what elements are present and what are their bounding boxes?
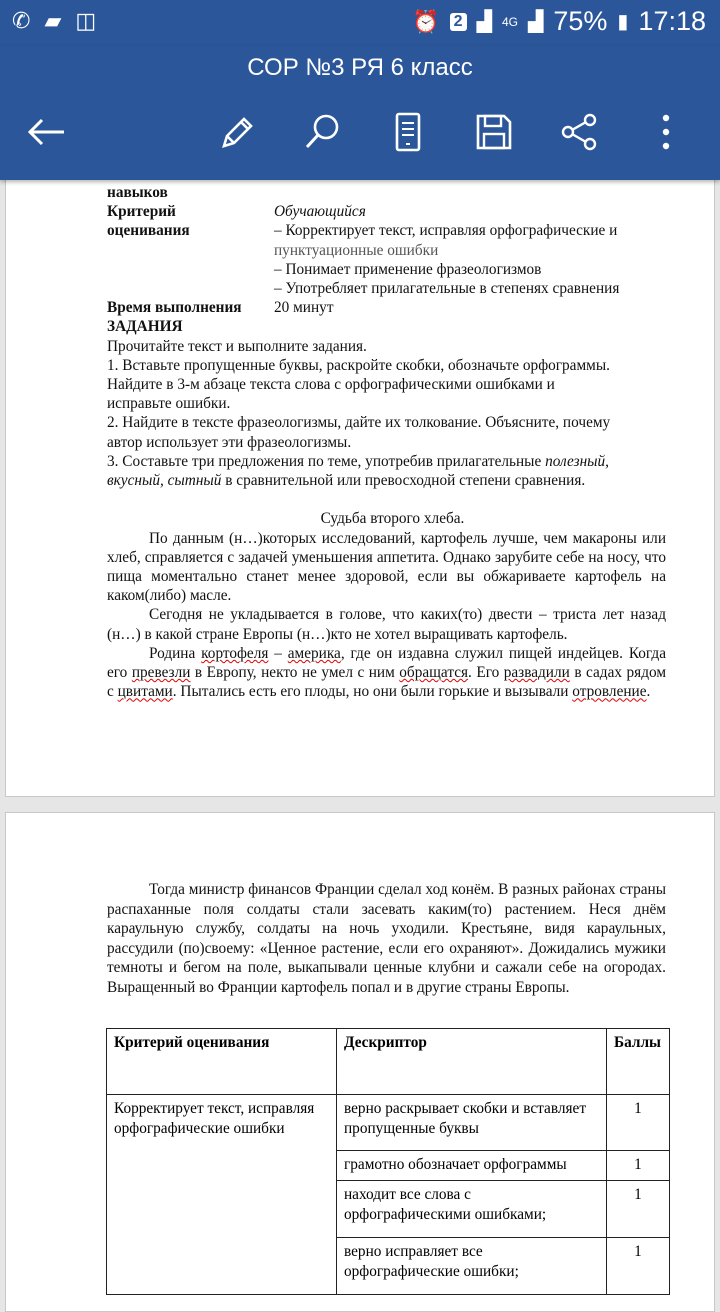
document-page-2 [5,812,715,1312]
paragraph-text: Родина [149,644,202,662]
document-page-1 [5,120,715,797]
paragraph-text: . Пытались есть его плоды, но они были горькие и вызывали [172,683,573,701]
alarm-icon: ⏰ [412,8,440,34]
points-cell: 1 [607,1151,670,1181]
app-bar [0,46,720,180]
pencil-icon [216,112,256,152]
share-button[interactable] [555,108,603,156]
tasks-intro: Прочитайте текст и выполните задания. [107,337,367,355]
table-row [107,1095,670,1151]
task-3 [107,452,632,490]
mobile-view-button[interactable] [384,108,432,156]
descriptor-cell: грамотно обозначает орфограммы [337,1151,607,1181]
paragraph-text: в садах рядом с [107,664,667,701]
battery-percent: 75% [553,6,608,36]
sim-badge: 2 [450,13,467,31]
message-icon: ▰ [44,8,62,33]
header-criterion: Критерий оценивания [107,1029,337,1095]
header-descriptor: Дескриптор [337,1029,607,1095]
points-cell: 1 [607,1181,670,1238]
points-cell: 1 [607,1238,670,1295]
misspelled-word: цвитами [117,683,173,701]
misspelled-word: развадили [503,664,570,682]
wifi-hotspot-icon: ◫ [75,8,97,33]
back-button[interactable] [22,108,70,156]
paragraph-text: . [646,683,651,701]
misspelled-word: америка [287,644,341,662]
assessment-table [106,1028,670,1295]
task-3-text-end: в сравнительной или превосходной степени сравнения. [221,472,586,490]
search-icon [302,112,342,152]
paragraph-text: в Европу, некто не умел с ним [190,664,400,682]
task-3-adjectives: полезный, вкусный, сытный [107,452,610,490]
header-points: Баллы [607,1029,670,1095]
criteria-label: Критерий [107,203,176,221]
story-title: Судьба второго хлеба. [320,510,465,528]
criteria-item: – Употребляет прилагательные в степенях сравнения [274,280,620,297]
descriptor-cell: верно исправляет все орфографические ошибки; [337,1238,607,1295]
criteria-item: пунктуационные ошибки [274,241,439,259]
tasks-heading: ЗАДАНИЯ [107,318,183,336]
misspelled-word: отровление [572,683,647,701]
points-cell: 1 [607,1095,670,1151]
share-icon [559,112,599,152]
more-vert-icon [661,114,671,150]
time-value: 20 минут [274,299,334,317]
criteria-label-2: оценивания [107,222,190,240]
signal-icon-2: ▟ [527,11,544,33]
paragraph-text: – [268,644,288,662]
misspelled-word: превезли [131,664,191,682]
criterion-cell: Корректирует текст, исправляя орфографические ошибки [107,1095,337,1295]
task-1: 1. Вставьте пропущенные буквы, раскройте скобки, обозначьте орфограммы. Найдите в 3-м абзаце текста слова с орфографическими ошибками и исправьте ошибки. [107,356,610,413]
story-paragraph-1: По данным (н…)которых исследований, картофель лучше, чем макароны или хлеб, справляется с задачей уменьшения аппетита. Однако зарубите себе на носу, что пища моментально станет менее здоровой, если вы обжариваете картофель на каком(либо) масле. [107,529,666,605]
task-3-text: 3. Составьте три предложения по теме, употребив прилагательные [107,452,542,470]
status-bar [0,0,720,46]
more-options-button[interactable] [642,108,690,156]
descriptor-cell: находит все слова с орфографическими ошибками; [337,1181,607,1238]
document-title: СОР №3 РЯ 6 класс [247,54,473,81]
arrow-left-icon [26,117,66,147]
edit-button[interactable] [212,108,260,156]
criteria-head: Обучающийся [274,203,366,221]
network-type: 4G [501,14,518,29]
descriptor-cell: верно раскрывает скобки и вставляет пропущенные буквы [337,1095,607,1151]
search-button[interactable] [298,108,346,156]
paragraph-text: , где он издавна служил пищей индейцев. Когда его [107,644,667,682]
page-1-content [107,183,666,701]
mobile-view-icon [393,112,423,152]
story-paragraph-2: Сегодня не укладывается в голове, что каких(то) двести – триста лет назад (н…) в какой стране Европы (н…)кто не хотел выращивать картофель. [107,606,666,643]
signal-icon: ▟ [476,11,492,33]
story-paragraph-3 [107,644,666,702]
misspelled-word: обращатся [399,664,469,682]
time-label: Время выполнения [107,299,242,317]
save-icon [474,112,514,152]
task-2: 2. Найдите в тексте фразеологизмы, дайте их толкование. Объясните, почему автор использует эти фразеологизмы. [107,414,611,451]
table-header-row [107,1029,670,1095]
cut-line: навыков [107,184,168,201]
criteria-item: – Корректирует текст, исправляя орфографические и [274,222,618,240]
battery-icon: ▮ [617,11,629,33]
misspelled-word: кортофеля [201,644,269,662]
story-paragraph-4: Тогда министр финансов Франции сделал ход конём. В разных районах страны распаханные поля солдаты стали засевать каким(то) растением. Неся днём караульную службу, солдаты на ночь уходили. Крестьяне, видя караульных, рассудили (по)своему: «Ценное растение, если его охраняют». Дожидались мужики темноты и бегом на поле, выкапывали ценные клубни и сажали себе на огородах. Выращенный во Франции картофель попал и в другие страны Европы. [107,881,666,996]
clock: 17:18 [638,6,706,36]
paragraph-text: . Его [468,664,504,682]
criteria-item: – Понимает применение фразеологизмов [274,260,542,278]
save-button[interactable] [470,108,518,156]
whatsapp-icon: ✆ [12,8,31,33]
